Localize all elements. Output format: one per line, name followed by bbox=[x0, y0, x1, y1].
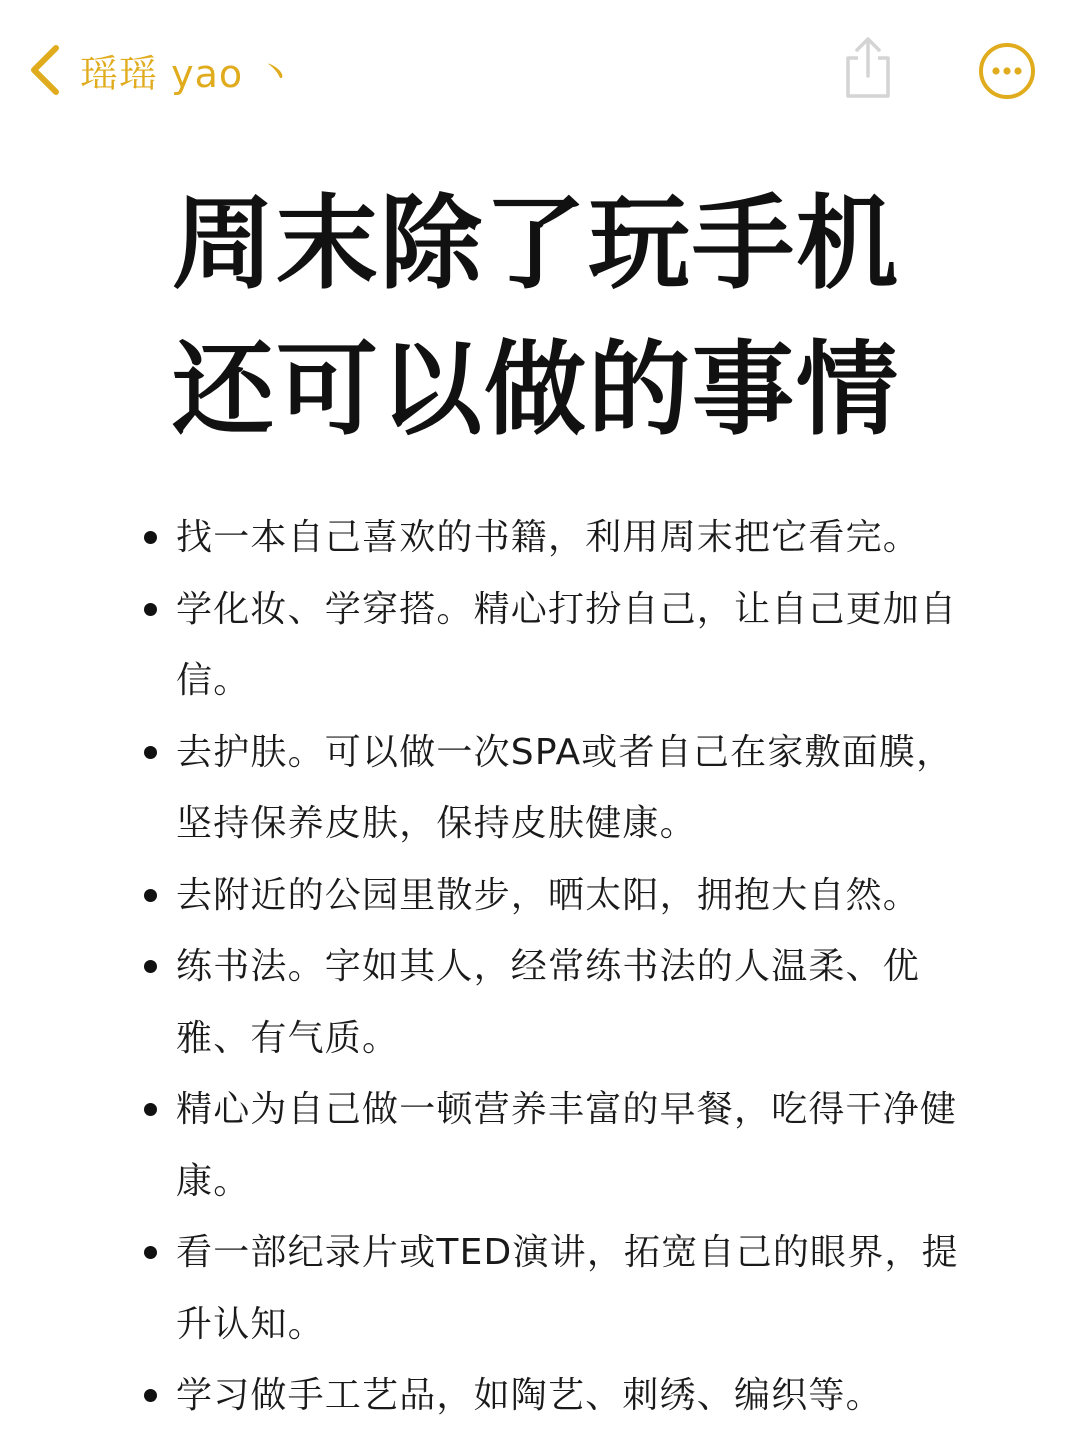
navigation-bar bbox=[0, 0, 1080, 140]
chevron-left-icon bbox=[28, 44, 62, 96]
list-item: 看一部纪录片或TED演讲，拓宽自己的眼界，提升认知。 bbox=[176, 1217, 976, 1360]
note-title bbox=[172, 172, 932, 464]
bullet-list bbox=[176, 502, 976, 1432]
share-button[interactable] bbox=[838, 34, 898, 100]
list-item: 练书法。字如其人，经常练书法的人温柔、优雅、有气质。 bbox=[176, 931, 976, 1074]
list-item: 去附近的公园里散步，晒太阳，拥抱大自然。 bbox=[176, 860, 976, 932]
share-icon bbox=[838, 34, 898, 100]
title-line: 还可以做的事情 bbox=[172, 331, 900, 450]
list-item: 学化妆、学穿搭。精心打扮自己，让自己更加自信。 bbox=[176, 574, 976, 717]
title-line: 周末除了玩手机 bbox=[172, 185, 900, 304]
list-item: 找一本自己喜欢的书籍，利用周末把它看完。 bbox=[176, 502, 976, 574]
list-item: 精心为自己做一顿营养丰富的早餐，吃得干净健康。 bbox=[176, 1074, 976, 1217]
list-item: 学习做手工艺品，如陶艺、刺绣、编织等。 bbox=[176, 1360, 976, 1432]
back-button[interactable] bbox=[28, 40, 295, 100]
more-button[interactable] bbox=[978, 42, 1036, 100]
list-item: 去护肤。可以做一次SPA或者自己在家敷面膜，坚持保养皮肤，保持皮肤健康。 bbox=[176, 717, 976, 860]
back-label: 瑶瑶 yao 丶 bbox=[80, 51, 296, 96]
more-icon bbox=[978, 42, 1036, 100]
